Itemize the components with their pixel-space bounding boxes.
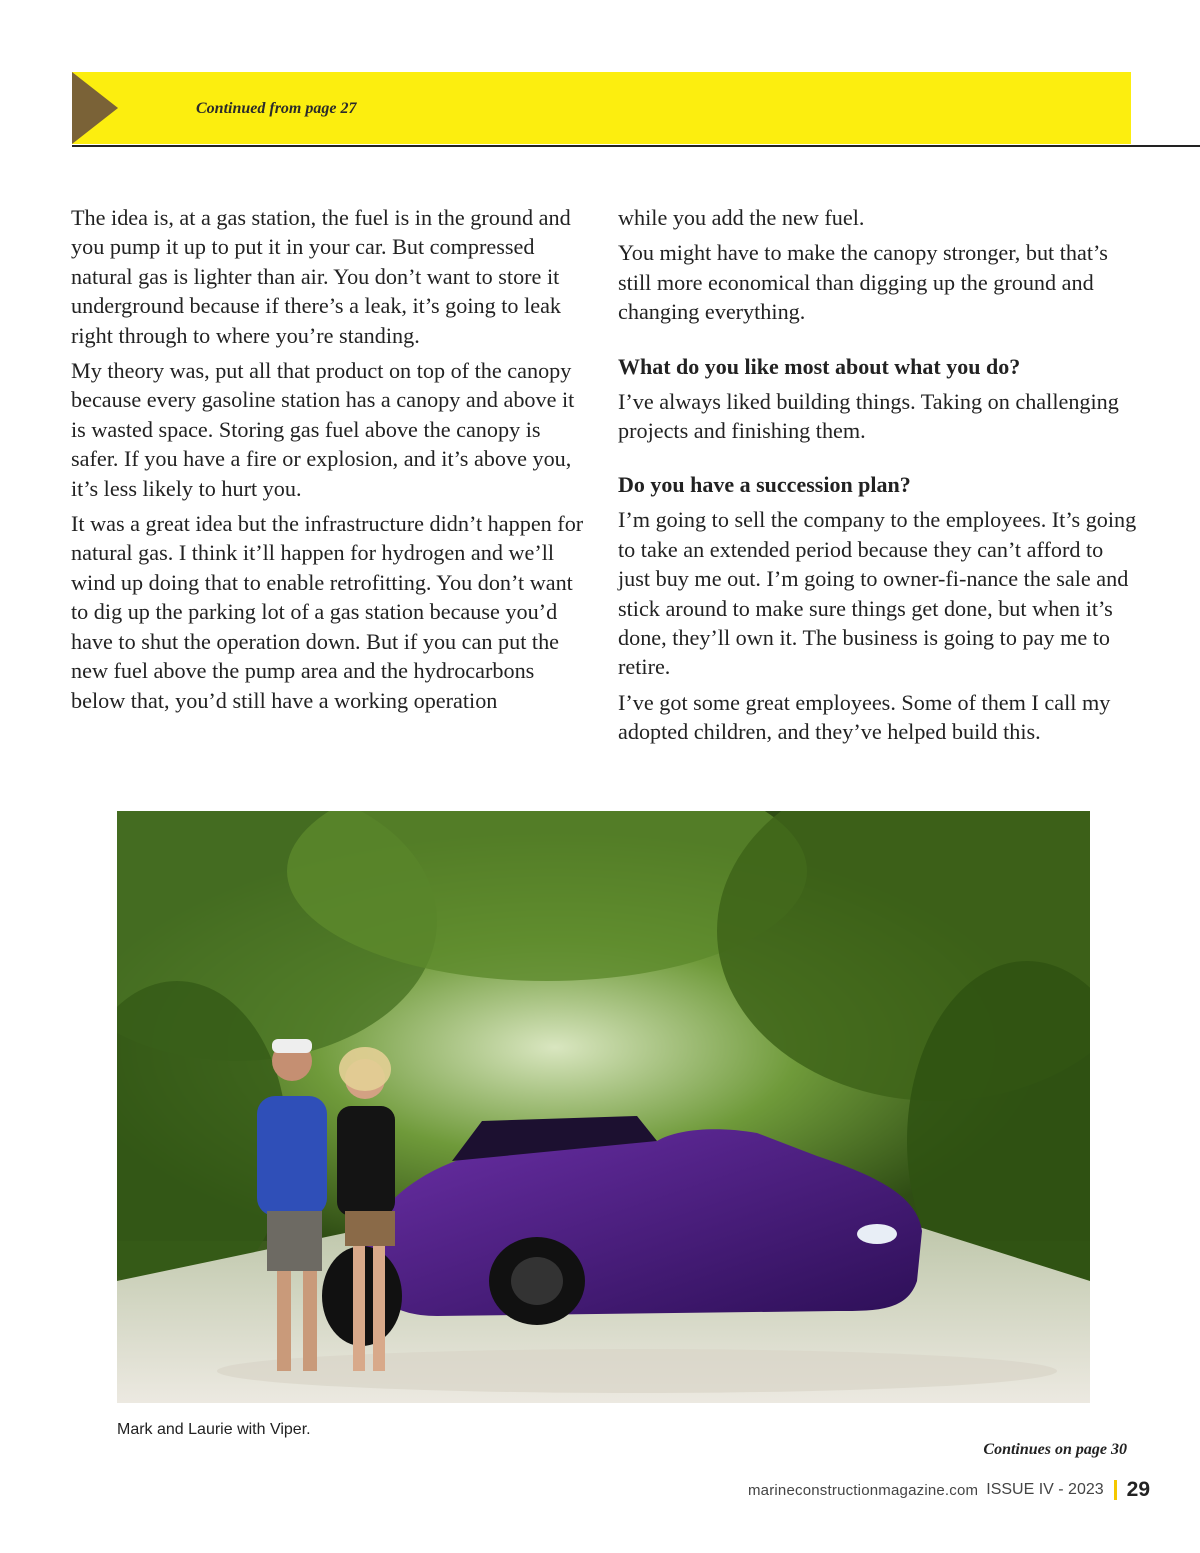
paragraph: You might have to make the canopy stronger, but that’s still more economical than digging up the ground and changing everything. xyxy=(618,240,1108,325)
page-footer xyxy=(748,1478,1150,1502)
photo-couple-with-car xyxy=(117,811,1090,1403)
photo-caption: Mark and Laurie with Viper. xyxy=(117,1421,311,1438)
paragraph: It was a great idea but the infrastructure didn’t happen for natural gas. I think it’ll happen for hydrogen and we’ll wind up doing that to enable retrofitting. You don’t want to dig up the parking lot of a gas station because you’d have to shut the operation down. But if you can put the new fuel above the pump area and the hydrocarbons below that, you’d still have a working operation xyxy=(71,511,584,713)
paragraph: I’ve always liked building things. Taking on challenging projects and finishing them. xyxy=(618,388,1119,444)
header-rule xyxy=(72,145,1200,147)
page-number: 29 xyxy=(1126,1478,1150,1501)
question-heading: What do you like most about what you do? xyxy=(618,353,1021,379)
chevron-right-icon xyxy=(72,72,118,144)
continued-from-label: Continued from page 27 xyxy=(196,100,357,117)
question-heading: Do you have a succession plan? xyxy=(618,472,911,498)
paragraph: I’ve got some great employees. Some of them I call my adopted children, and they’ve helped build this. xyxy=(618,689,1111,745)
paragraph: while you add the new fuel. xyxy=(618,205,865,230)
footer-issue: ISSUE IV - 2023 xyxy=(986,1481,1104,1498)
footer-site: marineconstructionmagazine.com xyxy=(747,1481,979,1499)
right-column xyxy=(618,203,1138,753)
paragraph: The idea is, at a gas station, the fuel is in the ground and you pump it up to put it in your car. But compressed natural gas is lighter than air. You don’t want to store it underground because if there’s a leak, it’s going to leak right through to where you’re standing. xyxy=(71,205,571,348)
footer-divider xyxy=(1114,1480,1117,1500)
left-column xyxy=(71,203,591,721)
paragraph: My theory was, put all that product on top of the canopy because every gasoline station has a canopy and above it is wasted space. Storing gas fuel above the canopy is safer. If you have a fire or explosion, and it’s above you, it’s less likely to hurt you. xyxy=(71,358,575,501)
paragraph: I’m going to sell the company to the employees. It’s going to take an extended period because they can’t afford to just buy me out. I’m going to owner-fi-nance the sale and stick around to make sure things get done, but when it’s done, they’ll own it. The business is going to pay me to retire. xyxy=(618,507,1137,680)
continues-on-label: Continues on page 30 xyxy=(983,1441,1127,1458)
